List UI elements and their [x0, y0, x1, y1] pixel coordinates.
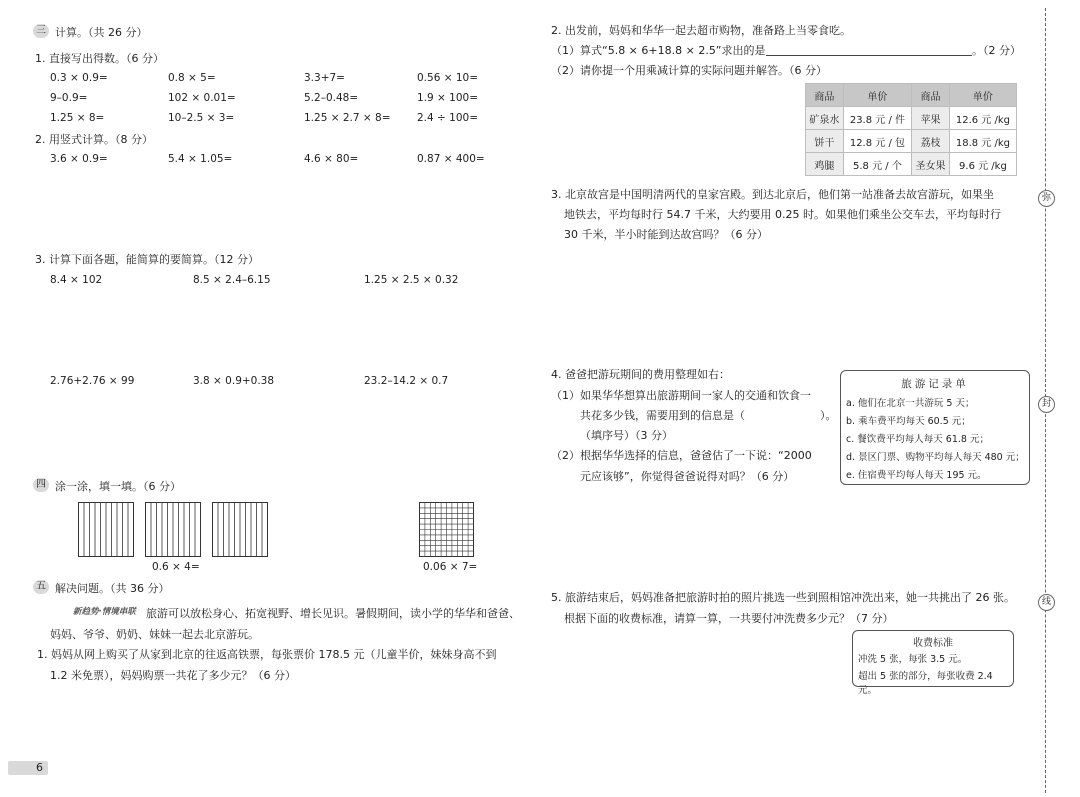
r-q4-s1c: ）。: [820, 409, 837, 422]
q3-item: 1.25 × 2.5 × 0.32: [364, 274, 459, 286]
r-q3-line2: 地铁去，平均每时行 54.7 千米，大约要用 0.25 时。如果他们乘坐公交车去，平均每时行: [564, 208, 1001, 221]
record-line: c. 餐饮费平均每人每天 61.8 元；: [846, 434, 989, 445]
header-cell: 单价: [843, 84, 911, 107]
r-q2-sub1-end: 。（2 分）: [972, 44, 1021, 57]
r-q4-s1a: （1）如果华华想算出旅游期间一家人的交通和饮食一: [551, 389, 811, 402]
q1-item: 0.8 × 5=: [168, 72, 216, 84]
record-line: e. 住宿费平均每人每天 195 元。: [846, 470, 987, 481]
table-cell: 9.6 元 /kg: [949, 153, 1016, 176]
q2-item: 4.6 × 80=: [304, 153, 359, 165]
fee-line-1: 冲洗 5 张，每张 3.5 元。: [858, 654, 968, 665]
table-cell: 23.8 元 / 件: [843, 107, 911, 130]
r-q4-s2a: （2）根据华华选择的信息，爸爸估了一下说：“2000: [551, 449, 812, 462]
s5-q1-line2: 1.2 米免票），妈妈购票一共花了多少元？（6 分）: [50, 669, 296, 682]
table-cell: 饼干: [806, 130, 844, 153]
record-line: d. 景区门票、购物平均每人每天 480 元；: [846, 452, 1025, 463]
q1-item: 0.56 × 10=: [417, 72, 479, 84]
section-5-intro-line1: 旅游可以放松身心、拓宽视野、增长见识。暑假期间，读小学的华华和爸爸、: [146, 607, 520, 620]
q1-title: 1. 直接写出得数。（6 分）: [35, 52, 164, 65]
q2-item: 5.4 × 1.05=: [168, 153, 233, 165]
table-cell: 矿泉水: [806, 107, 844, 130]
table-cell: 鸡腿: [806, 153, 844, 176]
header-cell: 单价: [949, 84, 1016, 107]
q1-item: 9–0.9=: [50, 92, 88, 104]
q3-title: 3. 计算下面各题，能简算的要简算。（12 分）: [35, 253, 259, 266]
r-q3-line1: 3. 北京故宫是中国明清两代的皇家宫殿。到达北京后，他们第一站准备去故宫游玩，如果坐: [551, 188, 994, 201]
fee-line-2: 超出 5 张的部分，每张收费 2.4 元。: [858, 671, 993, 696]
table-cell: 苹果: [912, 107, 950, 130]
table-cell: 18.8 元 /kg: [949, 130, 1016, 153]
diagram-label-1: 0.6 × 4=: [152, 561, 200, 573]
cut-mark: 封: [1038, 396, 1055, 413]
diagram-label-2: 0.06 × 7=: [423, 561, 478, 573]
section-5-intro-line2: 妈妈、爷爷、奶奶、妹妹一起去北京游玩。: [50, 628, 259, 641]
table-row: [806, 130, 1017, 153]
strip-diagram: [78, 502, 270, 558]
travel-record-title: 旅游记录单: [901, 378, 969, 390]
q2-item: 3.6 × 0.9=: [50, 153, 108, 165]
cut-mark: 弥: [1038, 190, 1055, 207]
q1-item: 5.2–0.48=: [304, 92, 359, 104]
section-3-badge: 三: [33, 24, 49, 38]
trend-tag: 新趋势·情境串联: [73, 607, 136, 617]
table-cell: 荔枝: [912, 130, 950, 153]
r-q2-sub1: （1）算式“5.8 × 6+18.8 × 2.5”求出的是: [551, 44, 766, 57]
q3-item: 2.76+2.76 × 99: [50, 375, 135, 387]
record-line: a. 他们在北京一共游玩 5 天；: [846, 398, 975, 409]
q1-item: 102 × 0.01=: [168, 92, 236, 104]
section-3-title: 计算。（共 26 分）: [55, 26, 148, 39]
fee-title: 收费标准: [913, 638, 953, 649]
r-q5-line1: 5. 旅游结束后，妈妈准备把旅游时拍的照片挑选一些到照相馆冲洗出来，她一共挑出了 26 张。: [551, 591, 1015, 604]
header-cell: 商品: [806, 84, 844, 107]
q3-item: 3.8 × 0.9+0.38: [193, 375, 275, 387]
table-cell: 12.8 元 / 包: [843, 130, 911, 153]
q3-item: 8.4 × 102: [50, 274, 103, 286]
record-line: b. 乘车费平均每天 60.5 元；: [846, 416, 971, 427]
table-cell: 5.8 元 / 个: [843, 153, 911, 176]
q1-item: 2.4 ÷ 100=: [417, 112, 479, 124]
q3-item: 23.2–14.2 × 0.7: [364, 375, 449, 387]
q1-item: 1.9 × 100=: [417, 92, 479, 104]
table-row: [806, 107, 1017, 130]
q1-item: 0.3 × 0.9=: [50, 72, 108, 84]
r-q2-line1: 2. 出发前，妈妈和华华一起去超市购物，准备路上当零食吃。: [551, 24, 851, 37]
section-4-title: 涂一涂，填一填。（6 分）: [55, 480, 181, 493]
cut-mark: 线: [1038, 594, 1055, 611]
q2-item: 0.87 × 400=: [417, 153, 485, 165]
page-number: [8, 761, 48, 775]
table-row: [806, 153, 1017, 176]
r-q4-line1: 4. 爸爸把游玩期间的费用整理如右：: [551, 368, 730, 381]
q1-item: 1.25 × 2.7 × 8=: [304, 112, 391, 124]
q1-item: 10–2.5 × 3=: [168, 112, 235, 124]
q2-title: 2. 用竖式计算。（8 分）: [35, 133, 153, 146]
r-q4-s1d: （填序号）（3 分）: [580, 429, 673, 442]
price-table: [805, 83, 1017, 176]
page-number-text: 6: [36, 761, 43, 774]
r-q2-sub2: （2）请你提一个用乘减计算的实际问题并解答。（6 分）: [551, 64, 827, 77]
fee-standard-box: [852, 630, 1014, 696]
q3-item: 8.5 × 2.4–6.15: [193, 274, 271, 286]
grid-diagram: [419, 502, 477, 558]
section-5-badge: 五: [33, 580, 49, 594]
s5-q1-line1: 1. 妈妈从网上购买了从家到北京的往返高铁票，每张票价 178.5 元（儿童半价，妹妹身高不到: [37, 648, 497, 661]
r-q4-s1b: 共花多少钱，需要用到的信息是（: [580, 409, 745, 422]
table-cell: 圣女果: [912, 153, 950, 176]
price-table-header: [806, 84, 1017, 107]
r-q4-s2b: 元应该够”，你觉得爸爸说得对吗？（6 分）: [580, 470, 795, 483]
q1-item: 3.3+7=: [304, 72, 345, 84]
r-q5-line2: 根据下面的收费标准，请算一算，一共要付冲洗费多少元？（7 分）: [564, 612, 894, 625]
answer-blank[interactable]: [766, 55, 972, 56]
r-q3-line3: 30 千米，半小时能到达故宫吗？（6 分）: [564, 228, 768, 241]
q1-item: 1.25 × 8=: [50, 112, 105, 124]
header-cell: 商品: [912, 84, 950, 107]
section-4-badge: 四: [33, 478, 49, 492]
travel-record-box: [840, 370, 1030, 485]
table-cell: 12.6 元 /kg: [949, 107, 1016, 130]
section-5-title: 解决问题。（共 36 分）: [55, 582, 170, 595]
